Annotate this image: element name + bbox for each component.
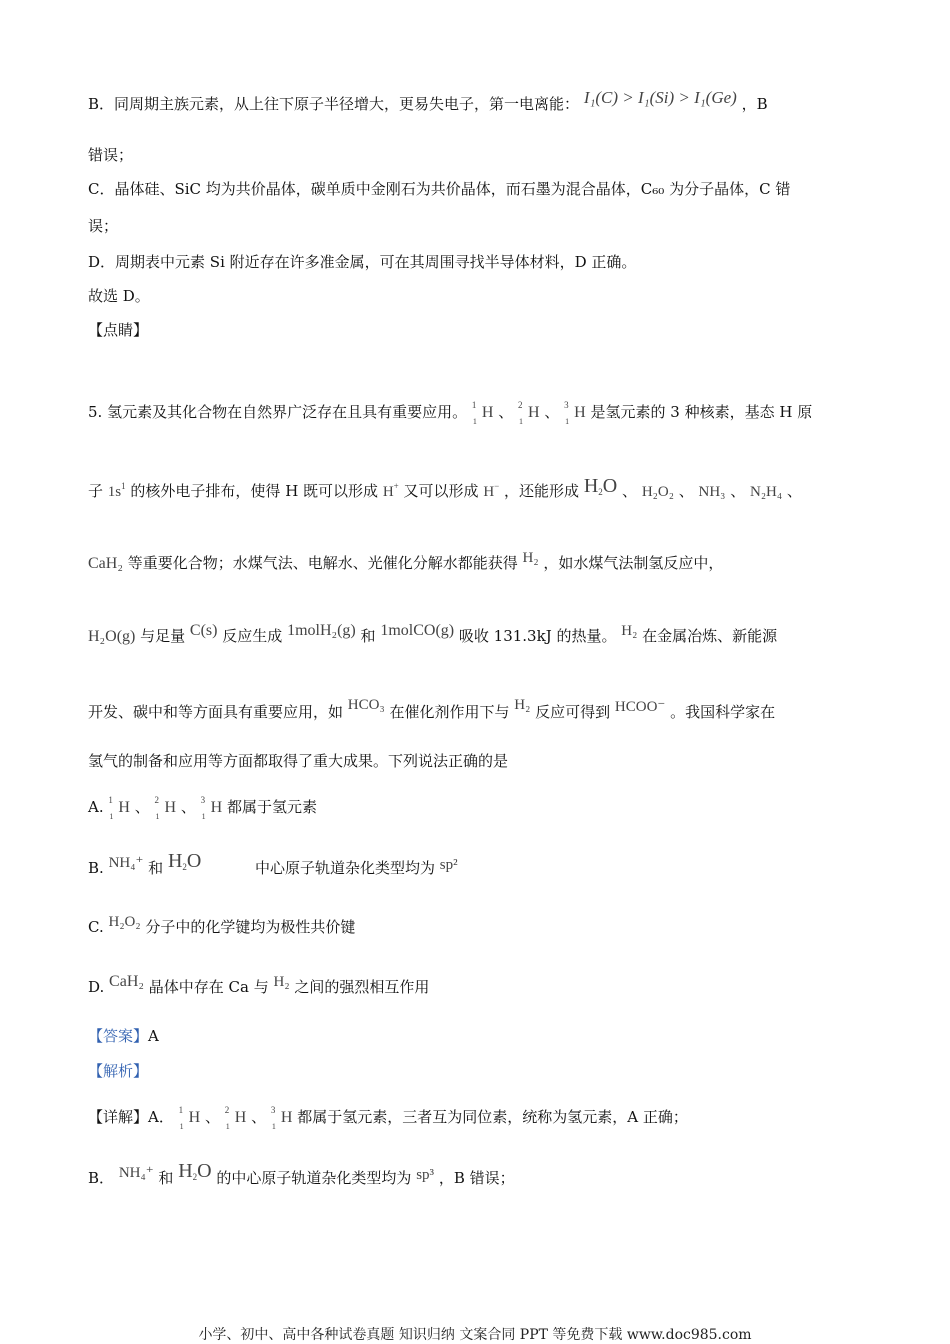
nuclide-h2: 2 1 H — [224, 1105, 247, 1131]
separator: 、 — [622, 482, 638, 500]
ammonium-formula: NH₄⁺ — [118, 1165, 154, 1181]
q5-line-5 — [88, 697, 776, 723]
option-label: D. — [88, 978, 105, 996]
text: 与足量 — [140, 627, 186, 645]
q5-intro: 5. 氢元素及其化合物在自然界广泛存在且具有重要应用。 — [88, 403, 468, 421]
detail-a-text: 都属于氢元素，三者互为同位素，统称为氢元素，A 正确； — [297, 1108, 688, 1126]
cah2-formula: CaH₂ — [109, 973, 144, 990]
option-b-line — [88, 88, 768, 114]
option-b-text: B．同周期主族元素，从上往下原子半径增大，更易失电子，第一电离能： — [88, 95, 580, 113]
option-d — [88, 973, 430, 998]
separator: 、 — [134, 798, 150, 816]
dianjing-tag: 【点睛】 — [88, 321, 149, 339]
detail-b-end: ，B 错误； — [438, 1169, 515, 1187]
text: 又可以形成 — [403, 482, 479, 500]
q5-line-1 — [88, 400, 813, 426]
electron-config: $1s^1$ — [107, 481, 126, 500]
n2h4-formula: N₂H₄ — [750, 484, 783, 500]
separator: 、 — [180, 798, 196, 816]
text: 和 — [148, 859, 164, 877]
option-c — [88, 914, 356, 938]
nuclide-h2: 2 1 H — [518, 400, 540, 426]
bicarbonate-formula: HCO₃ — [347, 697, 385, 713]
q5-line-1-end: 是氢元素的 3 种核素，基态 H 原 — [590, 403, 813, 421]
separator: 、 — [544, 403, 560, 421]
h2o2-formula: H₂O₂ — [108, 914, 141, 930]
h2-gas-formula: 1molH₂(g) — [287, 622, 356, 639]
h2o2-formula: H₂O₂ — [641, 484, 674, 500]
h2-formula: H₂ — [522, 550, 539, 566]
text: 晶体中存在 Ca 与 — [148, 978, 269, 996]
q5-line-6: 氢气的制备和应用等方面都取得了重大成果。下列说法正确的是 — [88, 752, 509, 770]
text: 开发、碳中和等方面具有重要应用，如 — [88, 703, 344, 721]
text: 吸收 131.3kJ 的热量。 — [458, 627, 617, 645]
h-plus-ion: H+ — [382, 481, 399, 500]
h2-formula: H₂ — [514, 697, 531, 713]
option-a — [88, 795, 318, 821]
h2-formula: H₂ — [273, 974, 290, 990]
page-footer: 小学、初中、高中各种试卷真题 知识归纳 文案合同 PPT 等免费下载 www.doc985.com — [198, 1327, 752, 1343]
h2-formula: H₂ — [621, 623, 638, 639]
nuclide-h1: 1 1 H — [471, 400, 494, 426]
option-c-text: 分子中的化学键均为极性共价键 — [145, 918, 356, 936]
water-formula: $H_2O$ — [167, 850, 202, 872]
detail-b-label: B． — [88, 1169, 115, 1187]
q5-line-4 — [88, 622, 778, 647]
separator: 、 — [251, 1108, 267, 1126]
h2o-gas-formula: H₂O(g) — [88, 628, 136, 645]
option-a-text: 都属于氢元素 — [227, 798, 318, 816]
separator: 、 — [730, 482, 746, 500]
detail-b-text: 的中心原子轨道杂化类型均为 — [216, 1169, 412, 1187]
text: ，如水煤气法制氢反应中， — [543, 554, 724, 572]
answer-tag: 【答案】 — [88, 1027, 149, 1045]
separator: 、 — [498, 403, 514, 421]
text: 反应生成 — [222, 627, 283, 645]
text: 的核外电子排布，使得 H 既可以形成 — [130, 482, 379, 500]
option-label: C. — [88, 918, 104, 936]
separator: 、 — [786, 482, 802, 500]
detail-a — [88, 1105, 688, 1131]
option-c-line-2: 误； — [88, 217, 119, 235]
water-formula: $H_2O$ — [583, 475, 618, 497]
answer-value: A — [148, 1027, 159, 1045]
sp2-formula: sp² — [439, 857, 458, 873]
text: 在金属冶炼、新能源 — [642, 627, 778, 645]
text: 等重要化合物；水煤气法、电解水、光催化分解水都能获得 — [127, 554, 518, 572]
ionization-formula: I₁(C) > I₁(Si) > I₁(Ge) — [583, 88, 737, 107]
nuclide-h3: 3 1 H — [200, 795, 223, 821]
choose-line: 故选 D。 — [88, 287, 150, 305]
answer-line — [88, 1026, 159, 1046]
separator: 、 — [204, 1108, 220, 1126]
option-c-line-1: C．晶体硅、SiC 均为共价晶体，碳单质中金刚石为共价晶体，而石墨为混合晶体，C₆₀ 为分子晶体，C 错 — [88, 180, 791, 198]
text: 子 — [88, 482, 104, 500]
nuclide-h1: 1 1 H — [108, 795, 130, 821]
detail-b — [88, 1160, 515, 1193]
option-b-text: 中心原子轨道杂化类型均为 — [254, 859, 435, 877]
q5-line-2 — [88, 476, 802, 506]
option-label: A. — [88, 798, 104, 816]
text: 。我国科学家在 — [670, 703, 776, 721]
text: ，还能形成 — [504, 482, 580, 500]
option-b-suffix: ，B — [741, 95, 768, 113]
ammonium-formula: NH₄⁺ — [108, 855, 144, 871]
cah2-formula: CaH₂ — [88, 555, 123, 572]
text: 和 — [158, 1169, 174, 1187]
q5-line-3 — [88, 550, 724, 574]
nuclide-h3: 3 1 H — [270, 1105, 293, 1131]
text: 在催化剂作用下与 — [389, 703, 510, 721]
text: 反应可得到 — [535, 703, 611, 721]
detail-a-label: 【详解】A． — [88, 1108, 174, 1126]
separator: 、 — [678, 482, 694, 500]
nh3-formula: NH₃ — [698, 484, 726, 500]
water-formula: $H_2O$ — [178, 1160, 212, 1182]
h-minus-ion: H− — [483, 481, 500, 500]
nuclide-h2: 2 1 H — [154, 795, 177, 821]
option-b — [88, 850, 458, 883]
text: 和 — [360, 627, 376, 645]
nuclide-h1: 1 1 H — [178, 1105, 201, 1131]
analysis-tag: 【解析】 — [88, 1062, 149, 1080]
carbon-solid-formula: C(s) — [189, 622, 218, 639]
sp3-formula: sp³ — [416, 1167, 435, 1183]
option-d-line: D．周期表中元素 Si 附近存在许多准金属，可在其周围寻找半导体材料，D 正确。 — [88, 253, 637, 271]
co-gas-formula: 1molCO(g) — [380, 622, 455, 639]
option-label: B. — [88, 859, 104, 877]
option-b-continued: 错误； — [88, 146, 134, 164]
text: 之间的强烈相互作用 — [294, 978, 430, 996]
formate-formula: HCOO⁻ — [614, 699, 666, 715]
nuclide-h3: 3 1 H — [564, 400, 586, 426]
